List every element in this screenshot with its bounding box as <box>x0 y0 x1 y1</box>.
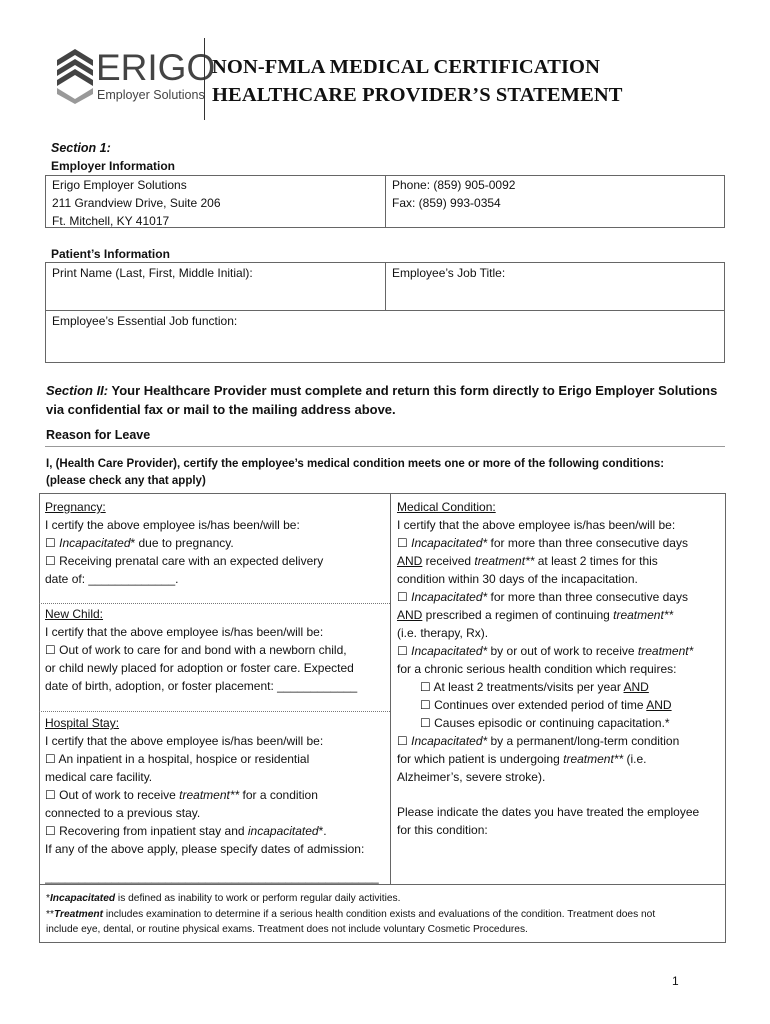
pregnancy-divider <box>39 603 390 604</box>
certify-line-1: I, (Health Care Provider), certify the employee’s medical condition meets one or more of the following conditions: <box>46 458 665 470</box>
logo-tagline: Employer Solutions <box>97 88 205 102</box>
medical-a3: condition within 30 days of the incapacitation. <box>397 572 638 586</box>
checkbox-icon[interactable]: ☐ <box>45 554 56 568</box>
job-title-label: Employee’s Job Title: <box>392 266 506 280</box>
checkbox-icon[interactable]: ☐ <box>420 698 431 712</box>
medical-d2-em: treatment** <box>563 752 624 766</box>
employer-city: Ft. Mitchell, KY 41017 <box>52 214 170 228</box>
checkbox-icon[interactable]: ☐ <box>420 716 431 730</box>
erigo-logo-mark-icon <box>55 46 95 104</box>
hospital-opt3-em: incapacitated <box>247 824 319 838</box>
footnote: *Incapacitated is defined as inability to work or perform regular daily activities. **Treatment includes examination to determine if a serious health condition exists and evaluations of the condition. Treatment does not include eye, dental, or routine physical exams. Treatment does not include voluntary Cosmetic Procedures. <box>46 891 722 938</box>
hospital-opt2: Out of work to receive <box>59 788 180 802</box>
new-child-line1: Out of work to care for and bond with a newborn child, <box>59 643 347 657</box>
hospital-opt1: An inpatient in a hospital, hospice or residential <box>58 752 310 766</box>
hospital-title: Hospital Stay: <box>45 716 120 730</box>
section-2-text-2: via confidential fax or mail to the mailing address above. <box>46 402 396 417</box>
erigo-logo <box>55 46 216 110</box>
medical-b-and: AND <box>397 608 423 622</box>
section-2-label: Section II: <box>46 383 109 398</box>
hospital-block <box>45 714 390 886</box>
medical-a2: received <box>422 554 475 568</box>
medical-d2: for which patient is undergoing <box>397 752 564 766</box>
pregnancy-intro: I certify the above employee is/has been/will be: <box>45 518 300 532</box>
reason-rule <box>45 446 725 447</box>
new-child-title: New Child: <box>45 607 104 621</box>
logo-brand: ERIGO <box>96 47 216 88</box>
checkbox-icon[interactable]: ☐ <box>45 643 56 657</box>
new-child-line3: date of birth, adoption, or foster placement: ____________ <box>45 679 358 693</box>
employer-phone: Phone: (859) 905-0092 <box>392 178 516 192</box>
logo-divider <box>204 38 205 120</box>
medical-b-em: Incapacitated* <box>411 590 488 604</box>
medical-a: for more than three consecutive days <box>487 536 688 550</box>
footnote-line2: includes examination to determine if a serious health condition exists and evaluations of the condition. Treatment does not <box>103 908 656 920</box>
medical-sub1: At least 2 treatments/visits per year <box>433 680 624 694</box>
medical-d: by a permanent/long-term condition <box>487 734 680 748</box>
medical-block <box>397 498 726 839</box>
medical-title: Medical Condition: <box>397 500 496 514</box>
medical-sub2-and: AND <box>646 698 672 712</box>
section-2-heading <box>46 381 736 419</box>
footnote-stars: ** <box>46 908 54 920</box>
new-child-line2: or child newly placed for adoption or foster care. Expected <box>45 661 354 675</box>
medical-b: for more than three consecutive days <box>487 590 688 604</box>
medical-intro: I certify that the above employee is/has been/will be: <box>397 518 676 532</box>
checkbox-icon[interactable]: ☐ <box>45 752 56 766</box>
medical-a2-post: at least 2 times for this <box>534 554 658 568</box>
employer-name: Erigo Employer Solutions <box>52 178 187 192</box>
page-number: 1 <box>672 974 679 988</box>
employer-info-label: Employer Information <box>51 159 176 173</box>
pregnancy-opt1-em: Incapacitated <box>59 536 131 550</box>
medical-dates-2: for this condition: <box>397 823 488 837</box>
reason-heading: Reason for Leave <box>46 428 151 442</box>
checkbox-icon[interactable]: ☐ <box>397 536 408 550</box>
newchild-divider <box>39 711 390 712</box>
footnote-line3: include eye, dental, or routine physical exams. Treatment does not include voluntary Cosmetic Procedures. <box>46 924 528 935</box>
employer-contact <box>386 175 724 213</box>
new-child-block <box>45 605 390 695</box>
medical-a-em: Incapacitated* <box>411 536 488 550</box>
pregnancy-opt1: * due to pregnancy. <box>130 536 234 550</box>
section-2-text: Your Healthcare Provider must complete and return this form directly to Erigo Employer Solutions <box>108 383 718 398</box>
checkbox-icon[interactable]: ☐ <box>397 590 408 604</box>
checkbox-icon[interactable]: ☐ <box>397 734 408 748</box>
hospital-opt2-em: treatment** <box>179 788 240 802</box>
hospital-opt3-post: *. <box>318 824 327 838</box>
title-line-1: NON-FMLA MEDICAL CERTIFICATION <box>212 56 601 78</box>
pregnancy-opt2-date: date of: _____________. <box>45 572 179 586</box>
certify-statement <box>46 456 664 490</box>
pregnancy-block <box>45 498 390 588</box>
checkbox-icon[interactable]: ☐ <box>45 536 56 550</box>
pregnancy-opt2: Receiving prenatal care with an expected delivery <box>59 554 324 568</box>
new-child-intro: I certify that the above employee is/has been/will be: <box>45 625 324 639</box>
hospital-dates-blank[interactable]: __________________________________________________ <box>45 870 379 884</box>
section-1-heading: Section 1: <box>51 141 111 155</box>
certify-line-2: (please check any that apply) <box>46 475 206 487</box>
pregnancy-title: Pregnancy: <box>45 500 106 514</box>
medical-d3: Alzheimer’s, severe stroke). <box>397 770 546 784</box>
medical-sub1-and: AND <box>623 680 649 694</box>
essential-function-label: Employee’s Essential Job function: <box>52 314 238 328</box>
hospital-opt1-2: medical care facility. <box>45 770 153 784</box>
medical-a-and: AND <box>397 554 423 568</box>
medical-sub3: Causes episodic or continuing capacitation.* <box>434 716 670 730</box>
footnote-incapacitated: Incapacitated <box>49 893 116 904</box>
medical-b2-em: treatment** <box>613 608 674 622</box>
medical-c-em2: treatment* <box>637 644 694 658</box>
hospital-intro: I certify that the above employee is/has been/will be: <box>45 734 324 748</box>
checkbox-icon[interactable]: ☐ <box>397 644 408 658</box>
medical-c: by or out of work to receive <box>487 644 638 658</box>
medical-a2-em: treatment** <box>474 554 535 568</box>
medical-c-em: Incapacitated* <box>411 644 488 658</box>
checkbox-icon[interactable]: ☐ <box>420 680 431 694</box>
medical-d2-post: (i.e. <box>623 752 647 766</box>
medical-b2: prescribed a regimen of continuing <box>422 608 614 622</box>
hospital-opt3: Recovering from inpatient stay and <box>59 824 248 838</box>
print-name-field[interactable] <box>46 263 384 309</box>
patient-info-label: Patient’s Information <box>51 247 170 261</box>
page-title <box>212 53 623 109</box>
medical-sub2: Continues over extended period of time <box>434 698 647 712</box>
essential-function-field[interactable] <box>46 311 724 362</box>
footnote-line1: is defined as inability to work or perform regular daily activities. <box>115 893 401 904</box>
print-name-label: Print Name (Last, First, Middle Initial): <box>52 266 253 280</box>
checkbox-icon[interactable]: ☐ <box>45 824 56 838</box>
conditions-divider <box>390 493 391 884</box>
medical-b3: (i.e. therapy, Rx). <box>397 626 489 640</box>
medical-dates-1: Please indicate the dates you have treated the employee <box>397 805 700 819</box>
employer-fax: Fax: (859) 993-0354 <box>392 196 501 210</box>
job-title-field[interactable] <box>386 263 724 309</box>
medical-c2: for a chronic serious health condition which requires: <box>397 662 677 676</box>
footnote-treatment: Treatment <box>53 908 104 920</box>
title-line-2: HEALTHCARE PROVIDER’S STATEMENT <box>212 84 623 106</box>
medical-d-em: Incapacitated* <box>411 734 488 748</box>
hospital-opt2-post: for a condition <box>239 788 318 802</box>
hospital-dates-line: If any of the above apply, please specify dates of admission: <box>45 842 365 856</box>
checkbox-icon[interactable]: ☐ <box>45 788 56 802</box>
employer-address <box>46 175 384 231</box>
employer-street: 211 Grandview Drive, Suite 206 <box>52 196 221 210</box>
hospital-opt2-2: connected to a previous stay. <box>45 806 201 820</box>
